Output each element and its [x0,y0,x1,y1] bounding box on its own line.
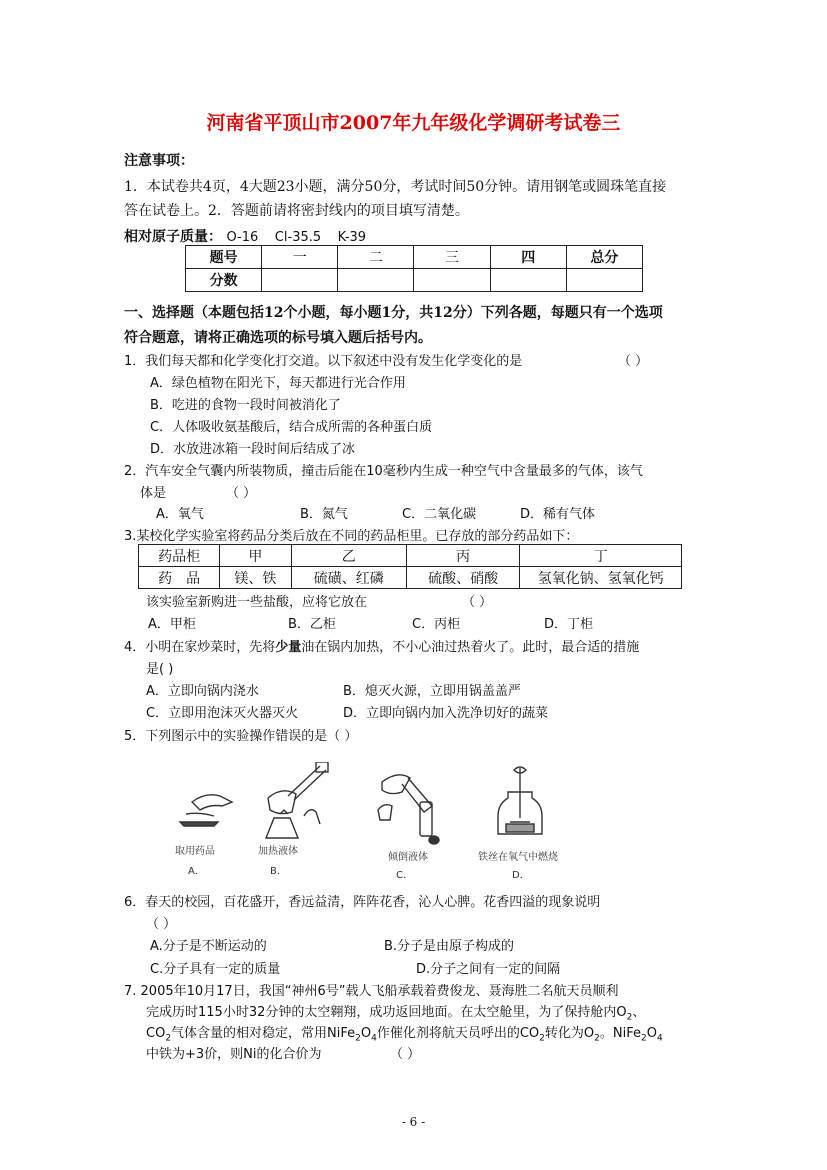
q7-line-3-part: O [360,1026,372,1041]
q4-option-d: D．立即向锅内加入洗净切好的蔬菜 [343,706,549,721]
atomic-mass-label: 相对原子质量： [124,229,222,245]
iron-burning-illustration [498,767,542,834]
q5-letter-d: D． [512,870,530,881]
q5-caption-c: 倾倒液体 [388,852,428,863]
q3-header-cell: 乙 [291,545,406,567]
atomic-mass-values: O-16 Cl-35.5 K-39 [226,230,367,245]
q4-option-b: B．熄灭火源，立即用锅盖盖严 [343,684,521,699]
score-cell[interactable] [490,269,566,292]
q6-option-d: D.分子之间有一定的间隔 [416,962,561,977]
q3-table-header [139,545,682,567]
q3-cabinet-table [138,544,682,589]
q3-option-b: B．乙柜 [288,617,336,632]
page-title: 河南省平顶山市2007年九年级化学调研考试卷三 [206,112,621,134]
q3-table-row [139,567,682,589]
section1-line-1: 一、选择题（本题包括12个小题，每小题1分，共12分）下列各题，每题只有一个选项 [124,305,663,321]
q7-line-2-end: 、 [632,1005,646,1020]
q4-stem-emphasis: 少量 [275,640,302,655]
q7-line-3-part: O [646,1026,657,1041]
q5-letter-a: A． [188,866,205,877]
q6-option-c: C.分子具有一定的质量 [150,962,281,977]
q2-option-c: C．二氧化碳 [402,507,477,522]
q3-row-cell: 硫酸、硝酸 [406,567,519,589]
q5-experiment-figures [170,762,590,882]
score-header-cell: 一 [262,246,338,269]
q3-header-cell: 丙 [406,545,519,567]
q7-answer-paren: （ ） [390,1047,421,1062]
q7-sub: 4 [371,1033,377,1044]
q7-sub: 4 [656,1033,663,1044]
q7-line-4: 中铁为+3价，则Ni的化合价为 [146,1047,322,1062]
page-number: - 6 - [401,1115,426,1129]
q6-option-a: A.分子是不断运动的 [150,939,267,954]
taking-reagent-illustration [180,795,232,826]
notice-line-2: 答在试卷上。2．答题前请将密封线内的项目填写清楚。 [124,203,469,219]
q4-option-a: A．立即向锅内浇水 [146,684,259,699]
score-cell[interactable] [338,269,414,292]
q7-line-3-part: 。NiFe [599,1026,641,1041]
q7-line-3 [146,1022,663,1044]
q3-row-cell: 氢氧化钠、氢氧化钙 [520,567,682,589]
q2-option-a: A．氧气 [156,507,204,522]
heating-liquid-illustration [266,762,328,838]
q3-option-c: C．丙柜 [412,617,461,632]
score-header-cell: 总分 [566,246,642,269]
q2-answer-paren: （ ） [226,486,257,501]
q5-caption-b: 加热液体 [258,846,298,857]
q4-stem-1 [124,636,639,655]
score-header-cell: 四 [490,246,566,269]
q5-caption-a: 取用药品 [175,846,215,857]
q2-option-d: D．稀有气体 [520,507,596,522]
q7-line-3-part: CO [146,1026,166,1041]
score-header-cell: 三 [414,246,490,269]
q4-stem-2: 是( ) [146,662,174,677]
atomic-mass [124,226,366,246]
notice-heading: 注意事项： [124,153,194,169]
q1-answer-paren: （ ） [618,354,649,369]
score-table-header [186,246,643,269]
q3-answer-paren: （ ） [462,595,493,610]
q3-header-cell: 药品柜 [139,545,220,567]
q3-row-cell: 镁、铁 [220,567,291,589]
pouring-liquid-illustration [378,775,439,844]
q1-option-a: A．绿色植物在阳光下，每天都进行光合作用 [150,376,406,391]
q3-header-cell: 甲 [220,545,291,567]
notice-line-1: 1．本试卷共4页，4大题23小题，满分50分，考试时间50分钟。请用钢笔或圆珠笔直接 [124,179,667,195]
score-table [185,245,643,292]
q3-stem: 3.某校化学实验室将药品分类后放在不同的药品柜里。已存放的部分药品如下： [124,529,579,544]
q7-line-2 [146,1001,645,1023]
q3-row-cell: 药 品 [139,567,220,589]
q6-answer-paren: （ ） [146,917,177,932]
score-header-cell: 二 [338,246,414,269]
q7-line-2-text: 完成历时115小时32分钟的太空翱翔，成功返回地面。在太空舱里，为了保持舱内O [146,1005,627,1020]
q4-stem-post: 油在锅内加热，不小心油过热着火了。此时，最合适的措施 [301,640,640,655]
q7-sub: 2 [626,1012,633,1023]
q2-stem-2: 体是 [140,486,167,501]
score-cell[interactable] [414,269,490,292]
q1-option-b: B．吃进的食物一段时间被消化了 [150,398,341,413]
q7-sub: 2 [355,1033,361,1044]
q7-sub: 2 [165,1033,172,1044]
score-cell[interactable] [566,269,642,292]
q6-option-b: B.分子是由原子构成的 [384,939,515,954]
q7-sub: 2 [594,1033,600,1044]
q5-stem: 5．下列图示中的实验操作错误的是（ ） [124,729,358,744]
q4-stem-pre: 4．小明在家炒菜时，先将 [124,640,276,655]
q4-option-c: C．立即用泡沫灭火器灭火 [146,706,299,721]
section1-line-2: 符合题意，请将正确选项的标号填入题后括号内。 [124,330,432,346]
q1-stem: 1．我们每天都和化学变化打交道。以下叙述中没有发生化学变化的是 [124,354,523,369]
score-row-label: 分数 [186,269,262,292]
q5-caption-d: 铁丝在氧气中燃烧 [478,852,558,863]
q1-option-c: C．人体吸收氨基酸后，结合成所需的各种蛋白质 [150,420,433,435]
score-table-row [186,269,643,292]
q3-option-a: A．甲柜 [148,617,196,632]
q3-option-d: D．丁柜 [544,617,594,632]
q5-letter-c: C． [396,870,413,881]
q3-followup: 该实验室新购进一些盐酸，应将它放在 [146,595,368,610]
score-header-cell: 题号 [186,246,262,269]
q6-stem: 6．春天的校园，百花盛开，香远益清，阵阵花香，沁人心脾。花香四溢的现象说明 [124,895,601,910]
score-cell[interactable] [262,269,338,292]
q3-header-cell: 丁 [520,545,682,567]
q2-stem-1: 2．汽车安全气囊内所装物质，撞击后能在10毫秒内生成一种空气中含量最多的气体，该气 [124,464,643,479]
q7-line-3-part: 气体含量的相对稳定，常用NiFe [171,1026,356,1041]
q2-option-b: B．氮气 [300,507,348,522]
q1-option-d: D．水放进冰箱一段时间后结成了冰 [150,442,356,457]
q3-row-cell: 硫磺、红磷 [291,567,406,589]
q7-sub: 2 [539,1033,545,1044]
q7-sub: 2 [640,1033,647,1044]
q7-line-3-part: 转化为O [544,1026,595,1041]
q5-letter-b: B． [270,866,287,877]
q7-line-1: 7. 2005年10月17日，我国“神州6号”载人飞船承载着费俊龙、聂海胜二名航天员顺利 [124,984,619,999]
q7-line-3-part: 作催化剂将航天员呼出的CO [376,1026,540,1041]
